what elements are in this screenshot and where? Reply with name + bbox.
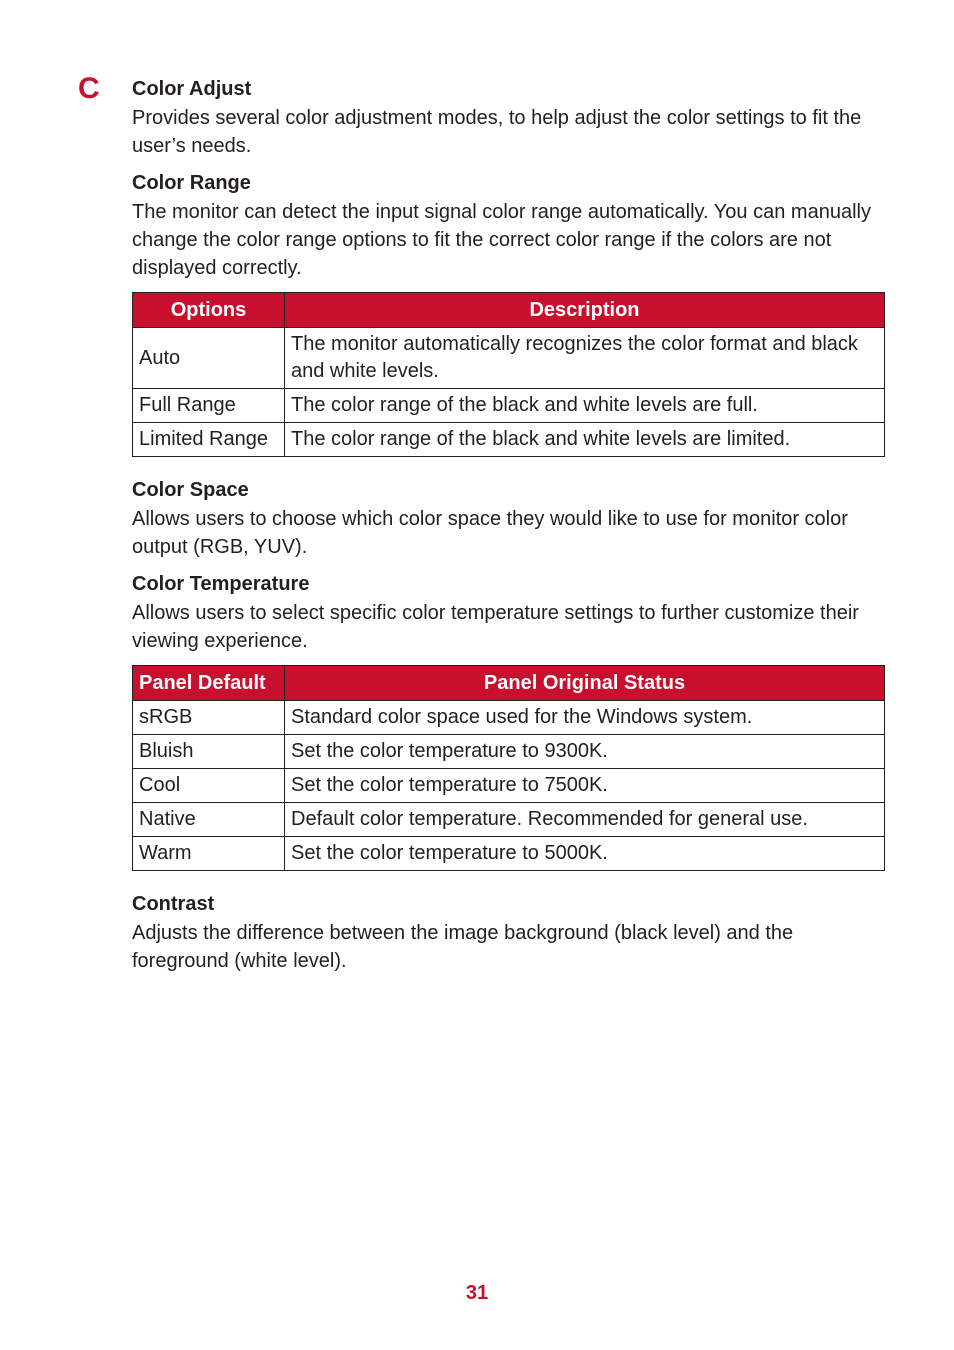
color-adjust-section [132, 76, 885, 160]
column-header: Panel Default [133, 666, 285, 701]
table-cell: The color range of the black and white levels are limited. [285, 423, 885, 457]
table-row [133, 389, 885, 423]
color-range-section [132, 170, 885, 282]
table-cell: Warm [133, 837, 285, 871]
color-range-table [132, 292, 885, 457]
contrast-body: Adjusts the difference between the image background (black level) and the foreground (white level). [132, 922, 794, 972]
page-number: 31 [465, 1282, 489, 1304]
color-range-heading: Color Range [132, 172, 251, 194]
table-cell: Standard color space used for the Windows system. [285, 701, 885, 735]
color-temperature-table [132, 665, 885, 871]
table-row [133, 423, 885, 457]
table-cell: Auto [133, 328, 285, 389]
table-cell: Set the color temperature to 7500K. [285, 769, 885, 803]
table-cell: Native [133, 803, 285, 837]
table-row [133, 701, 885, 735]
color-adjust-body: Provides several color adjustment modes, to help adjust the color settings to fit the user’s needs. [132, 107, 862, 157]
table-header-row [133, 666, 885, 701]
table-row [133, 837, 885, 871]
column-header: Description [285, 293, 885, 328]
color-space-section [132, 477, 885, 561]
table-cell: Bluish [133, 735, 285, 769]
table-row [133, 803, 885, 837]
table-cell: The color range of the black and white levels are full. [285, 389, 885, 423]
column-header: Panel Original Status [285, 666, 885, 701]
table-cell: Default color temperature. Recommended for general use. [285, 803, 885, 837]
color-range-body: The monitor can detect the input signal color range automatically. You can manually change the color range options to fit the correct color range if the colors are not displayed correctly. [132, 201, 871, 279]
color-temperature-body: Allows users to select specific color temperature settings to further customize their viewing experience. [132, 602, 859, 652]
table-cell: Limited Range [133, 423, 285, 457]
contrast-section [132, 891, 885, 975]
color-space-body: Allows users to choose which color space they would like to use for monitor color output (RGB, YUV). [132, 508, 848, 558]
contrast-heading: Contrast [132, 893, 215, 915]
table-cell: sRGB [133, 701, 285, 735]
color-temperature-heading: Color Temperature [132, 573, 310, 595]
table-cell: Full Range [133, 389, 285, 423]
color-space-heading: Color Space [132, 479, 249, 501]
table-row [133, 328, 885, 389]
table-cell: The monitor automatically recognizes the color format and black and white levels. [285, 328, 885, 389]
color-adjust-heading: Color Adjust [132, 78, 252, 100]
table-row [133, 735, 885, 769]
page-content [132, 76, 885, 985]
color-temperature-section [132, 571, 885, 655]
table-cell: Set the color temperature to 5000K. [285, 837, 885, 871]
section-letter: C [78, 72, 100, 105]
table-cell: Cool [133, 769, 285, 803]
table-row [133, 769, 885, 803]
table-cell: Set the color temperature to 9300K. [285, 735, 885, 769]
column-header: Options [133, 293, 285, 328]
table-header-row [133, 293, 885, 328]
